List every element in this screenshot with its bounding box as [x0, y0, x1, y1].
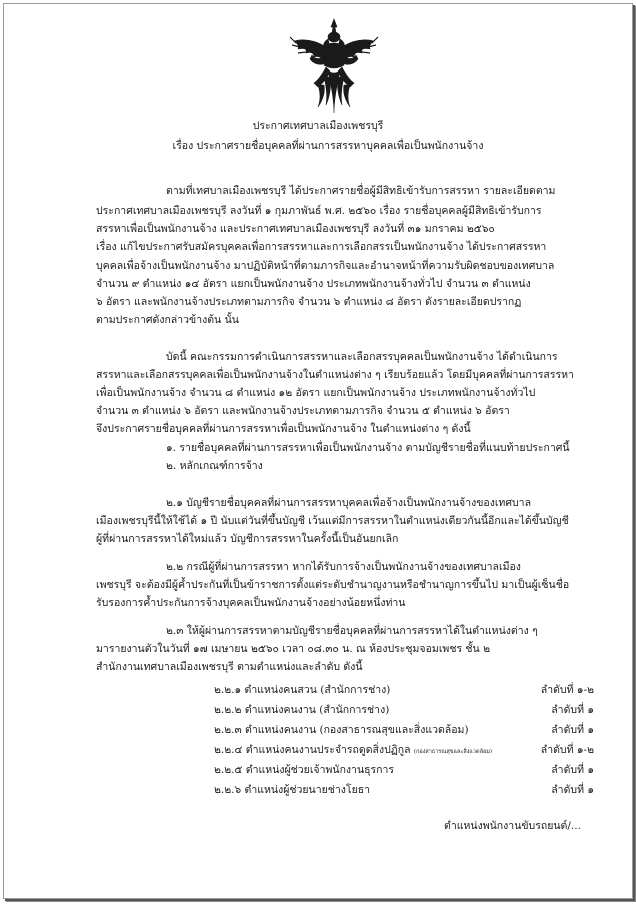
garuda-emblem-icon: [288, 17, 380, 115]
document-page: [3, 3, 633, 899]
para2-line-2: สรรหาและเลือกสรรบุคคลเพื่อเป็นพนักงานจ้างในตำแหน่งต่าง ๆ เรียบร้อยแล้ว โดยมีบุคคลที่ผ่านการสรรหา: [96, 369, 574, 381]
position-name: ๒.๒.๖ ตำแหน่งผู้ช่วยนายช่างโยธา: [214, 784, 371, 796]
position-row: [214, 681, 594, 695]
office-title: ประกาศเทศบาลเมืองเพชรบุรี: [252, 120, 384, 132]
position-row: [214, 781, 594, 795]
item-2-1-line-1: ๒.๑ บัญชีรายชื่อบุคคลที่ผ่านการสรรหาบุคคลเพื่อจ้างเป็นพนักงานจ้างของเทศบาล: [166, 497, 531, 509]
position-order: ลำดับที่ ๑: [551, 704, 594, 716]
item-2-2-line-1: ๒.๒ กรณีผู้ที่ผ่านการสรรหา หากได้รับการจ้างเป็นพนักงานจ้างของเทศบาลเมือง: [166, 561, 521, 573]
para1-line-5: บุคคลเพื่อจ้างเป็นพนักงานจ้าง มาปฏิบัติหน้าที่ตามภารกิจและอำนาจหน้าที่ความรับผิดชอบของเทศบาล: [96, 260, 555, 272]
position-order: ลำดับที่ ๑: [551, 784, 594, 796]
position-order: ลำดับที่ ๑: [551, 764, 594, 776]
item-2-1-line-2: เมืองเพชรบุรีนี้ให้ใช้ได้ ๑ ปี นับแต่วันที่ขึ้นบัญชี เว้นแต่มีการสรรหาในตำแหน่งเดียวกันนี้อีกและได้ขึ้นบัญชี: [96, 515, 569, 527]
continuation-note: ตำแหน่งพนักงานขับรถยนต์/...: [444, 820, 581, 832]
item-2-3-line-3: สำนักงานเทศบาลเมืองเพชรบุรี ตามตำแหน่งและลำดับ ดังนี้: [96, 661, 363, 673]
position-row: [214, 721, 594, 735]
position-order: ลำดับที่ ๑-๒: [540, 684, 594, 696]
para1-line-1: ตามที่เทศบาลเมืองเพชรบุรี ได้ประกาศรายชื่อผู้มีสิทธิเข้ารับการสรรหา รายละเอียดตาม: [166, 185, 556, 197]
para1-line-4: เรื่อง แก้ไขประกาศรับสมัครบุคคลเพื่อการสรรหาและการเลือกสรรเป็นพนักงานจ้าง ได้ประกาศสรรหา: [96, 241, 547, 253]
position-order: ลำดับที่ ๑-๒: [540, 744, 594, 756]
position-row: [214, 761, 594, 775]
para2-line-1: บัดนี้ คณะกรรมการดำเนินการสรรหาและเลือกสรรบุคคลเป็นพนักงานจ้าง ได้ดำเนินการ: [166, 351, 558, 363]
para1-line-3: สรรหาเพื่อเป็นพนักงานจ้าง และประกาศเทศบาลเมืองเพชรบุรี ลงวันที่ ๓๑ มกราคม ๒๕๖๐: [96, 223, 495, 235]
position-name: ๒.๒.๑ ตำแหน่งคนสวน (สำนักการช่าง): [214, 684, 391, 696]
subject-line: เรื่อง ประกาศรายชื่อบุคคลที่ผ่านการสรรหาบุคคลเพื่อเป็นพนักงานจ้าง: [172, 140, 484, 152]
item-2-2-line-2: เพชรบุรี จะต้องมีผู้ค้ำประกันที่เป็นข้าราชการตั้งแต่ระดับชำนาญงานหรือชำนาญการขึ้นไป มาเป็นผู้เซ็นชื่อ: [96, 579, 570, 591]
para2-line-4: จำนวน ๓ ตำแหน่ง ๖ อัตรา และพนักงานจ้างประเภทตามภารกิจ จำนวน ๕ ตำแหน่ง ๖ อัตรา: [96, 405, 510, 417]
position-name: ๒.๒.๓ ตำแหน่งคนงาน (กองสาธารณสุขและสิ่งแวดล้อม): [214, 724, 469, 736]
para1-line-2: ประกาศเทศบาลเมืองเพชรบุรี ลงวันที่ ๑ กุมภาพันธ์ พ.ศ. ๒๕๖๐ เรื่อง รายชื่อบุคคลผู้มีสิทธิเข้ารับการ: [96, 205, 542, 217]
position-row: [214, 701, 594, 715]
para1-line-7: ๖ อัตรา และพนักงานจ้างประเภทตามภารกิจ จำนวน ๖ ตำแหน่ง ๘ อัตรา ดังรายละเอียดปรากฏ: [96, 296, 522, 308]
position-name: ๒.๒.๕ ตำแหน่งผู้ช่วยเจ้าพนักงานธุรการ: [214, 764, 395, 776]
para2-line-3: เพื่อเป็นพนักงานจ้าง จำนวน ๘ ตำแหน่ง ๑๒ อัตรา แยกเป็นพนักงานจ้าง ประเภทพนักงานจ้างทั่วไป: [96, 387, 536, 399]
position-name: ๒.๒.๔ ตำแหน่งคนงานประจำรถดูดสิ่งปฏิกูล (กองสาธารณสุขและสิ่งแวดล้อม): [214, 744, 493, 756]
position-note: (กองสาธารณสุขและสิ่งแวดล้อม): [413, 749, 493, 755]
position-name: ๒.๒.๒ ตำแหน่งคนงาน (สำนักการช่าง): [214, 704, 390, 716]
position-row: [214, 741, 594, 755]
para1-line-6: จำนวน ๙ ตำแหน่ง ๑๔ อัตรา แยกเป็นพนักงานจ้าง ประเภทพนักงานจ้างทั่วไป จำนวน ๓ ตำแหน่ง: [96, 278, 531, 290]
item-2-1-line-3: ผู้ที่ผ่านการสรรหาได้ใหม่แล้ว บัญชีการสรรหาในครั้งนี้เป็นอันยกเลิก: [96, 533, 399, 545]
para2-line-5: จึงประกาศรายชื่อบุคคลที่ผ่านการสรรหาเพื่อเป็นพนักงานจ้าง ในตำแหน่งต่าง ๆ ดังนี้: [96, 423, 471, 435]
item-2-3-line-1: ๒.๓ ให้ผู้ผ่านการสรรหาตามบัญชีรายชื่อบุคคลที่ผ่านการสรรหาได้ในตำแหน่งต่าง ๆ: [166, 625, 538, 637]
item-2-2-line-3: รับรองการค้ำประกันการจ้างบุคคลเป็นพนักงานจ้างอย่างน้อยหนึ่งท่าน: [96, 597, 406, 609]
item-1: ๑. รายชื่อบุคคลที่ผ่านการสรรหาเพื่อเป็นพนักงานจ้าง ตามบัญชีรายชื่อที่แนบท้ายประกาศนี้: [166, 442, 570, 454]
para1-line-8: ตามประกาศดังกล่าวข้างต้น นั้น: [96, 314, 239, 326]
item-2-3-line-2: มารายงานตัวในวันที่ ๑๗ เมษายน ๒๕๖๐ เวลา ๐๘.๓๐ น. ณ ห้องประชุมจอมเพชร ชั้น ๒: [96, 643, 490, 655]
item-2: ๒. หลักเกณฑ์การจ้าง: [166, 460, 263, 472]
position-order: ลำดับที่ ๑: [551, 724, 594, 736]
